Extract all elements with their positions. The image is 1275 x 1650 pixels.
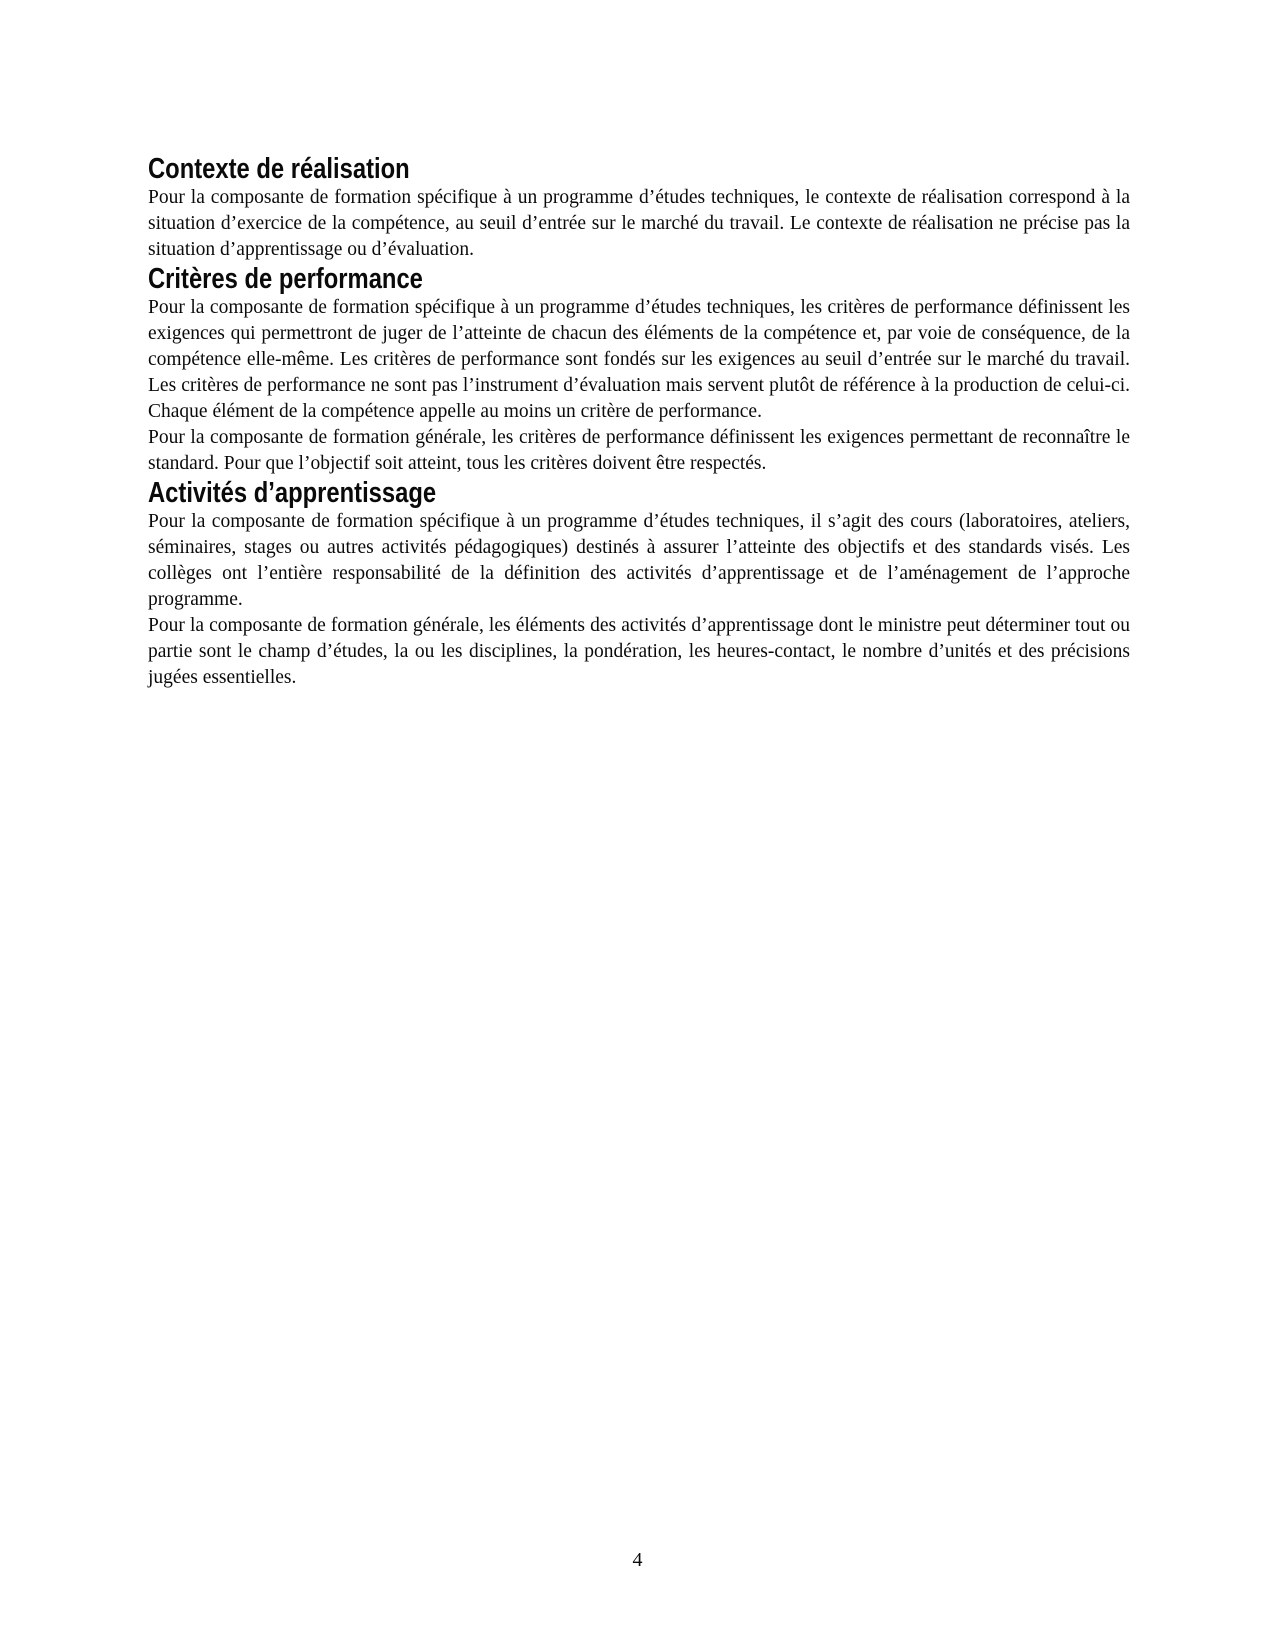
paragraph: Pour la composante de formation spécifique à un programme d’études techniques, les critères de performance définissent les exigences qui permettront de juger de l’atteinte de chacun des éléments de la compétence et, par voie de conséquence, de la compétence elle-même. Les critères de performance sont fondés sur les exigences au seuil d’entrée sur le marché du travail. Les critères de performance ne sont pas l’instrument d’évaluation mais servent plutôt de référence à la production de celui-ci. Chaque élément de la compétence appelle au moins un critère de performance.	[148, 297, 1130, 422]
section-heading-text: Critères de performance	[148, 263, 423, 295]
section-heading-contexte-de-realisation	[148, 153, 1130, 185]
paragraph: Pour la composante de formation générale, les éléments des activités d’apprentissage dont le ministre peut déterminer tout ou partie sont le champ d’études, la ou les disciplines, la pondération, les heures-contact, le nombre d’unités et des précisions jugées essentielles.	[148, 615, 1130, 688]
section-heading-text: Contexte de réalisation	[148, 153, 410, 185]
paragraph: Pour la composante de formation spécifique à un programme d’études techniques, le contexte de réalisation correspond à la situation d’exercice de la compétence, au seuil d’entrée sur le marché du travail. Le contexte de réalisation ne précise pas la situation d’apprentissage ou d’évaluation.	[148, 187, 1130, 260]
section-heading-activites-d-apprentissage	[148, 477, 1130, 509]
section-heading-criteres-de-performance	[148, 263, 1130, 295]
page-number: 4	[632, 1549, 643, 1571]
paragraph: Pour la composante de formation spécifique à un programme d’études techniques, il s’agit des cours (laboratoires, ateliers, séminaires, stages ou autres activités pédagogiques) destinés à assurer l’atteinte des objectifs et des standards visés. Les collèges ont l’entière responsabilité de la définition des activités d’apprentissage et de l’aménagement de l’approche programme.	[148, 511, 1130, 610]
section-heading-text: Activités d’apprentissage	[148, 477, 437, 509]
paragraph: Pour la composante de formation générale, les critères de performance définissent les exigences permettant de reconnaître le standard. Pour que l’objectif soit atteint, tous les critères doivent être respectés.	[148, 427, 1130, 474]
page-content	[148, 153, 1130, 691]
